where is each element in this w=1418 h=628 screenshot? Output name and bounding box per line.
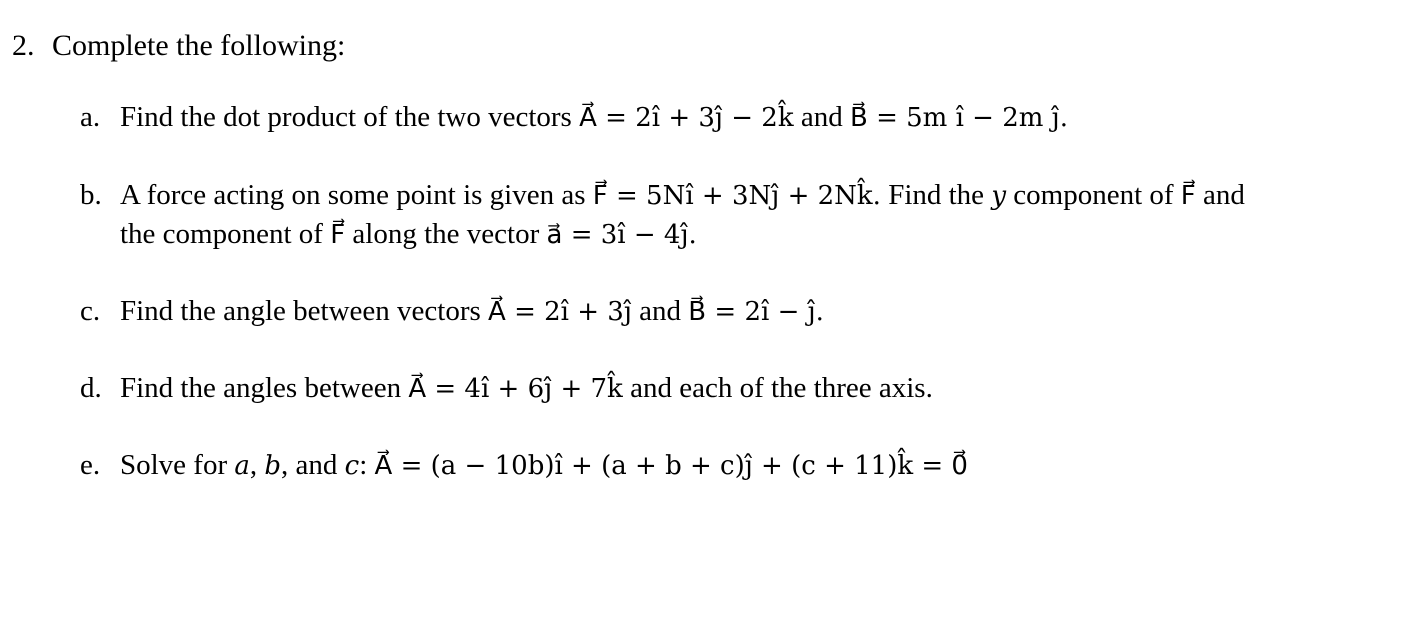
math-vector-f: F⃗ xyxy=(1180,181,1196,211)
math-force-vector: F⃗ = 5Nî + 3Nĵ + 2Nk̂. xyxy=(592,181,881,211)
math-variable-b: b xyxy=(264,451,282,481)
part-connector: and xyxy=(631,295,689,327)
math-variable-c: c xyxy=(344,451,360,481)
part-a xyxy=(80,98,1068,137)
part-letter: a. xyxy=(80,101,101,133)
part-text: Find the angles between xyxy=(120,372,409,404)
part-letter: c. xyxy=(80,295,101,327)
part-text: Find the dot product of the two vectors xyxy=(120,101,580,133)
problem-heading xyxy=(12,26,345,66)
part-text: Solve for xyxy=(120,449,235,481)
math-vector-b: B⃗ = 5m î − 2m ĵ. xyxy=(849,103,1068,133)
math-vector-f: F⃗ xyxy=(330,220,346,250)
math-equation: A⃗ = (a − 10b)î + (a + b + c)ĵ + (c + 11)k̂ = 0⃗ xyxy=(374,451,968,481)
part-text: the component of xyxy=(120,218,331,250)
part-letter: e. xyxy=(80,449,101,481)
part-b xyxy=(80,176,1245,254)
part-text: Find the xyxy=(880,179,992,211)
part-b-line-2 xyxy=(80,215,1245,254)
part-connector: and xyxy=(793,101,850,133)
part-c xyxy=(80,292,824,331)
math-variable-y: y xyxy=(991,181,1007,211)
part-text: , xyxy=(249,449,265,481)
part-text: and each of the three axis. xyxy=(622,372,933,404)
part-d xyxy=(80,369,933,408)
math-vector-a: A⃗ = 2î + 3ĵ xyxy=(488,297,632,327)
part-letter: d. xyxy=(80,372,102,404)
part-text: , and xyxy=(281,449,345,481)
math-vector-a: A⃗ = 2î + 3ĵ − 2k̂ xyxy=(579,103,794,133)
math-vector-a: A⃗ = 4î + 6ĵ + 7k̂ xyxy=(408,374,623,404)
part-text: component of xyxy=(1006,179,1181,211)
math-vector-b: B⃗ = 2î − ĵ. xyxy=(688,297,824,327)
part-text: A force acting on some point is given as xyxy=(120,179,593,211)
part-e xyxy=(80,446,968,485)
part-text: : xyxy=(359,449,375,481)
problem-title: Complete the following: xyxy=(52,29,346,62)
part-text: Find the angle between vectors xyxy=(120,295,489,327)
problem-number: 2. xyxy=(12,29,35,62)
part-text: and xyxy=(1195,179,1245,211)
math-vector-small-a: a⃗ = 3î − 4ĵ. xyxy=(546,220,697,250)
part-b-line-1 xyxy=(80,176,1245,215)
math-variable-a: a xyxy=(234,451,250,481)
part-letter: b. xyxy=(80,179,102,211)
part-text: along the vector xyxy=(345,218,547,250)
